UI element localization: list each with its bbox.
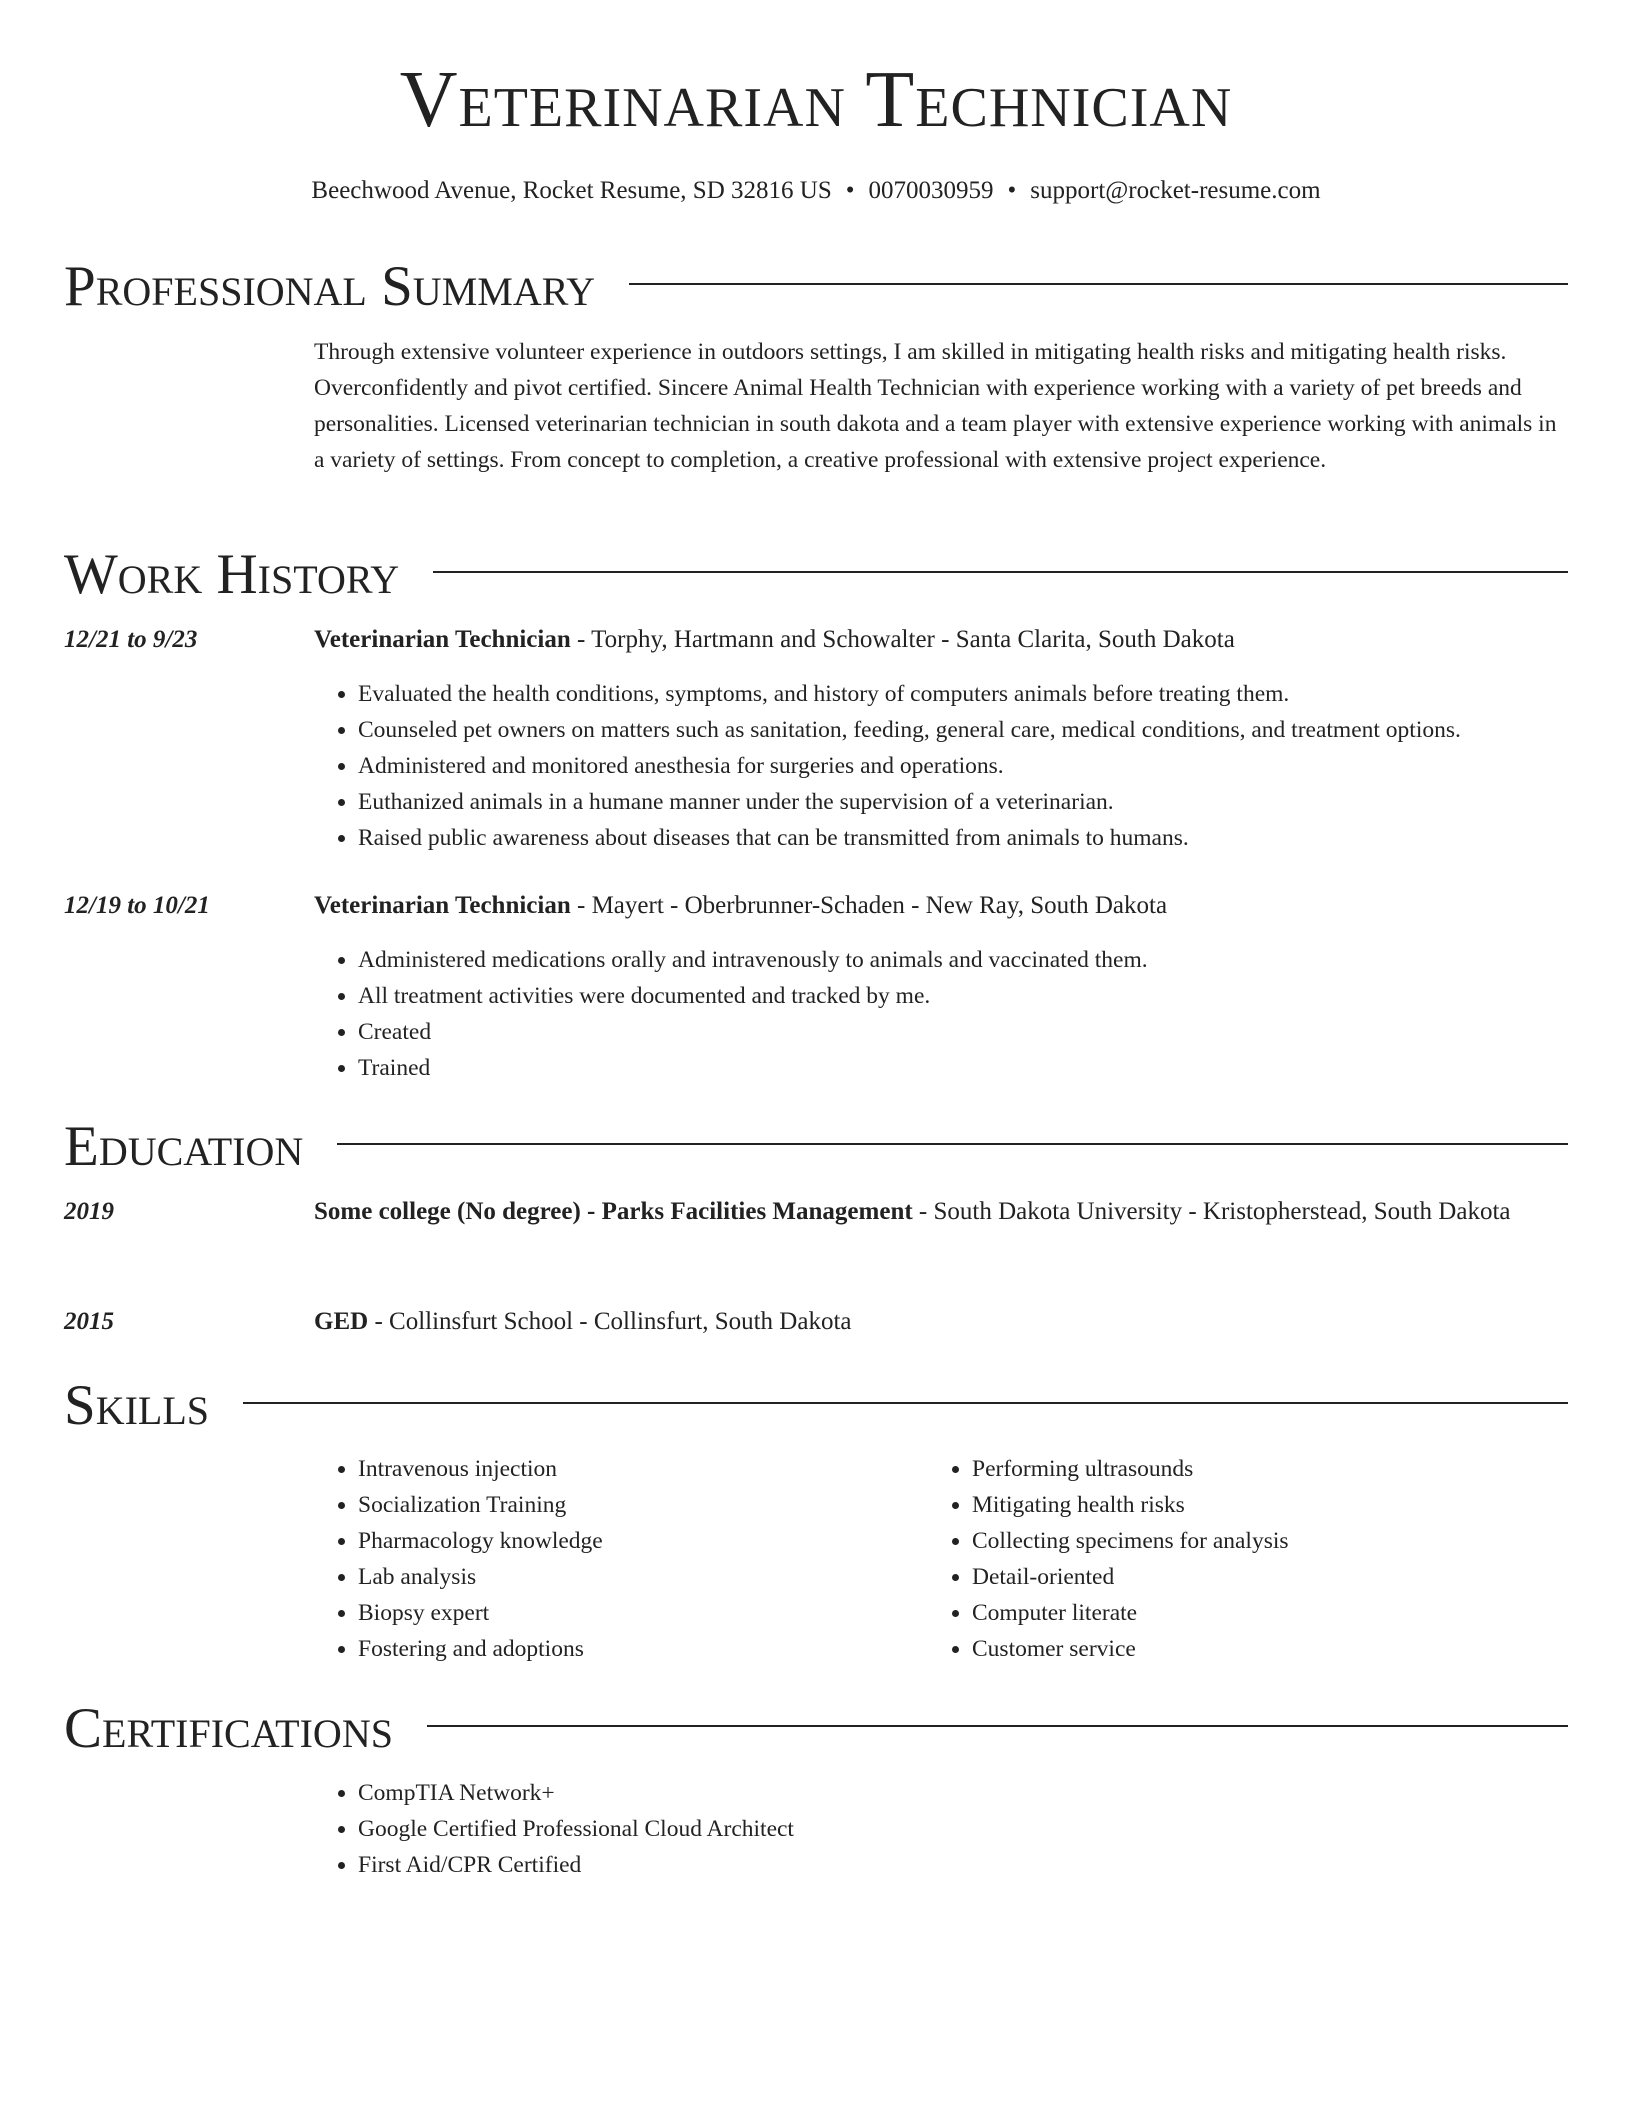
skills-list-left — [314, 1451, 603, 1667]
skills-section-header — [64, 1374, 1568, 1437]
list-item: • Administered and monitored anesthesia for surgeries and operations. — [358, 748, 1461, 784]
list-item: • Detail-oriented — [972, 1559, 1289, 1595]
list-item: • Mitigating health risks — [972, 1487, 1289, 1523]
skills-heading: Skills — [64, 1374, 210, 1437]
education-heading: Education — [64, 1115, 304, 1178]
contact-phone: 0070030959 — [868, 177, 994, 204]
job-title: Veterinarian Technician — [314, 626, 571, 653]
job-dates: 12/19 to 10/21 — [64, 892, 210, 919]
list-item: • Performing ultrasounds — [972, 1451, 1289, 1487]
list-item: • Lab analysis — [358, 1559, 603, 1595]
list-item: • Biopsy expert — [358, 1595, 603, 1631]
list-item: • Computer literate — [972, 1595, 1289, 1631]
list-item: • Collecting specimens for analysis — [972, 1523, 1289, 1559]
education-title-line — [314, 1302, 1568, 1342]
list-item: • Google Certified Professional Cloud Architect — [358, 1811, 794, 1847]
summary-text: Through extensive volunteer experience in outdoors settings, I am skilled in mitigating health risks and mitigating health risks. Overconfidently and pivot certified. Sincere Animal Health Technician with experience working with a variety of pet breeds and personalities. Licensed veterinarian technician in south dakota and a team player with extensive experience working with animals in a variety of settings. From concept to completion, a creative professional with extensive project experience. — [314, 339, 1557, 473]
list-item: • Pharmacology knowledge — [358, 1523, 603, 1559]
education-year: 2019 — [64, 1198, 114, 1225]
job-duties-list — [314, 942, 1148, 1086]
list-item: • Created — [358, 1014, 1148, 1050]
job-employer: - Mayert - Oberbrunner-Schaden - New Ray, South Dakota — [570, 892, 1168, 919]
job-employer: - Torphy, Hartmann and Schowalter - Santa Clarita, South Dakota — [570, 626, 1235, 653]
list-item: • CompTIA Network+ — [358, 1775, 794, 1811]
certifications-heading: Certifications — [64, 1697, 393, 1760]
list-item: • Fostering and adoptions — [358, 1631, 603, 1667]
contact-email: support@rocket-resume.com — [1030, 177, 1321, 204]
list-item: • Trained — [358, 1050, 1148, 1086]
contact-line — [0, 176, 1632, 206]
work-section-header — [64, 543, 1568, 606]
section-divider — [433, 571, 1568, 573]
section-divider — [243, 1402, 1568, 1404]
job-title-line — [314, 620, 1568, 660]
list-item: • Euthanized animals in a humane manner under the supervision of a veterinarian. — [358, 784, 1461, 820]
certifications-list — [314, 1775, 794, 1883]
job-title-line — [314, 886, 1568, 926]
education-title-line — [314, 1192, 1568, 1232]
candidate-name: Veterinarian Technician — [399, 56, 1233, 144]
list-item: • Raised public awareness about diseases that can be transmitted from animals to humans. — [358, 820, 1461, 856]
section-divider — [629, 283, 1568, 285]
certifications-section-header — [64, 1697, 1568, 1760]
skills-list-right — [928, 1451, 1289, 1667]
list-item: • Administered medications orally and intravenously to animals and vaccinated them. — [358, 942, 1148, 978]
summary-heading: Professional Summary — [64, 255, 596, 318]
list-item: • Evaluated the health conditions, symptoms, and history of computers animals before treating them. — [358, 676, 1461, 712]
contact-separator: • — [1007, 177, 1017, 204]
contact-address: Beechwood Avenue, Rocket Resume, SD 32816 US — [311, 177, 832, 204]
job-duties-list — [314, 676, 1461, 856]
list-item: • All treatment activities were documented and tracked by me. — [358, 978, 1148, 1014]
job-dates: 12/21 to 9/23 — [64, 626, 198, 653]
section-divider — [427, 1725, 1568, 1727]
job-title: Veterinarian Technician — [314, 892, 571, 919]
work-heading: Work History — [64, 543, 400, 606]
list-item: • Counseled pet owners on matters such as sanitation, feeding, general care, medical conditions, and treatment options. — [358, 712, 1461, 748]
education-year: 2015 — [64, 1308, 114, 1335]
education-degree: GED — [314, 1308, 369, 1335]
education-degree: Some college (No degree) - Parks Facilities Management — [314, 1198, 913, 1225]
education-section-header — [64, 1115, 1568, 1178]
education-school: - South Dakota University - Kristopherstead, South Dakota — [912, 1198, 1511, 1225]
list-item: • Socialization Training — [358, 1487, 603, 1523]
education-school: - Collinsfurt School - Collinsfurt, South Dakota — [368, 1308, 852, 1335]
list-item: • First Aid/CPR Certified — [358, 1847, 794, 1883]
section-divider — [337, 1143, 1568, 1145]
contact-separator: • — [845, 177, 855, 204]
list-item: • Intravenous injection — [358, 1451, 603, 1487]
list-item: • Customer service — [972, 1631, 1289, 1667]
summary-section-header — [64, 255, 1568, 318]
